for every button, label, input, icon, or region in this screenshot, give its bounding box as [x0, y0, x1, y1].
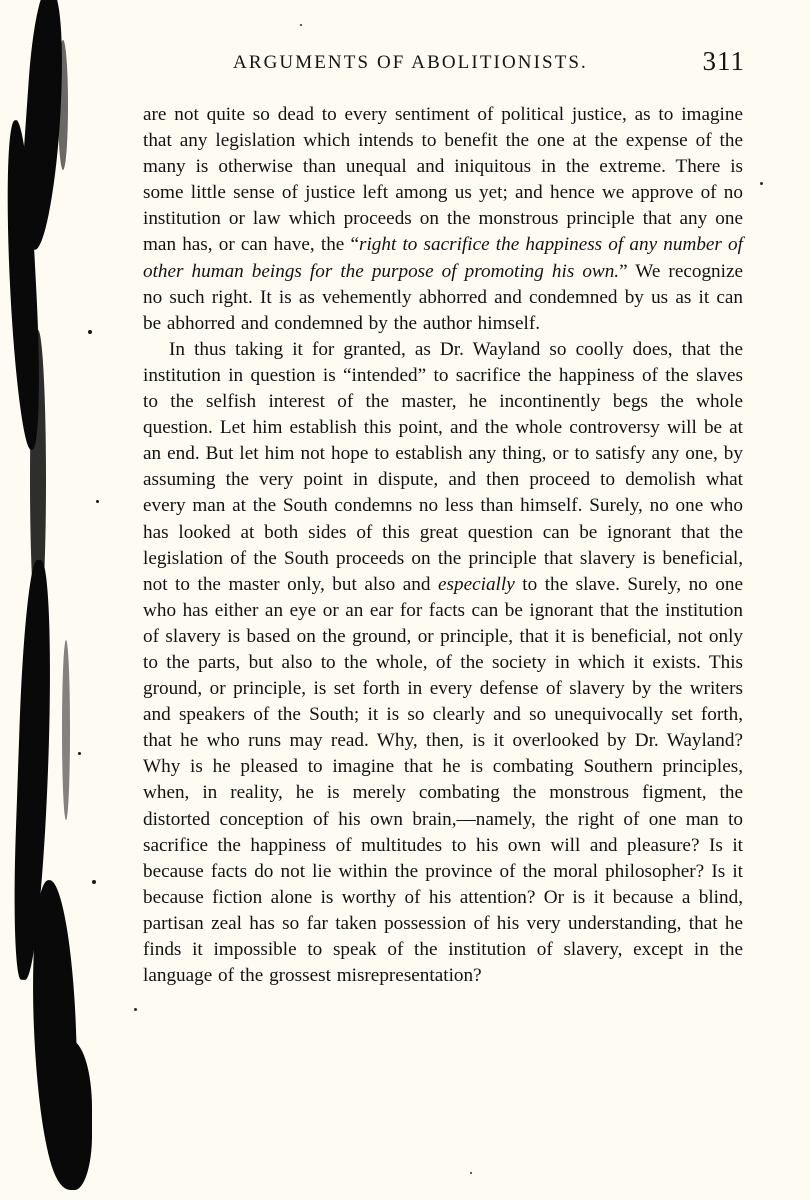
running-head: ARGUMENTS OF ABOLITIONISTS.: [233, 52, 588, 73]
page-number: 311: [702, 46, 745, 76]
italic-run: especially: [438, 573, 515, 595]
text-run: ” We recognize no such right. It is as vehemently abhorred and condemned by us as it can be abhorred and condemned by the author himself.: [143, 260, 743, 334]
paragraph: [143, 102, 743, 337]
page-header: [143, 46, 743, 86]
page-content: [143, 46, 743, 989]
binding-shadow: [0, 0, 120, 1200]
text-run: In thus taking it for granted, as Dr. Wayland so coolly does, that the institution in question is “intended” to sacrifice the happiness of the slaves to the selfish interest of the master, he incontinently begs the whole question. Let him establish this point, and the whole controversy will be at an end. But let him not hope to establish any thing, or to satisfy any one, by assuming the very point in dispute, and then proceed to demolish what every man at the South condemns no less than himself. Surely, no one who has looked at both sides of this great question can be ignorant that the legislation of the South proceeds on the principle that slavery is beneficial, not to the master only, but also and: [143, 338, 743, 595]
paragraph: [143, 337, 743, 989]
text-run: to the slave. Surely, no one who has either an eye or an ear for facts can be ignorant that the institution of slavery is based on the ground, or principle, that it is beneficial, not only to the parts, but also to the whole, of the society in which it exists. This ground, or principle, is set forth in every defense of slavery by the writers and speakers of the South; it is so clearly and so unequivocally set forth, that he who runs may read. Why, then, is it overlooked by Dr. Wayland? Why is he pleased to imagine that he is combating Southern principles, when, in reality, he is merely combating the monstrous figment, the distorted conception of his own brain,—namely, the right of one man to sacrifice the happiness of multitudes to his own will and pleasure? Is it because facts do not lie within the province of the moral philosopher? Is it because fiction alone is worthy of his attention? Or is it because a blind, partisan zeal has so far taken possession of his very understanding, that he finds it impossible to speak of the institution of slavery, except in the language of the grossest misrepresentation?: [143, 573, 743, 987]
body-text: [143, 102, 743, 989]
italic-run: right to sacrifice the happiness of any number of other human beings for the purpose of promoting his own.: [143, 234, 743, 282]
text-run: are not quite so dead to every sentiment of political justice, as to imagine that any legislation which intends to benefit the one at the expense of the many is otherwise than unequal and iniquitous in the extreme. There is some little sense of justice left among us yet; and hence we approve of no institution or law which proceeds on the monstrous principle that any one man has, or can have, the “: [143, 104, 743, 256]
